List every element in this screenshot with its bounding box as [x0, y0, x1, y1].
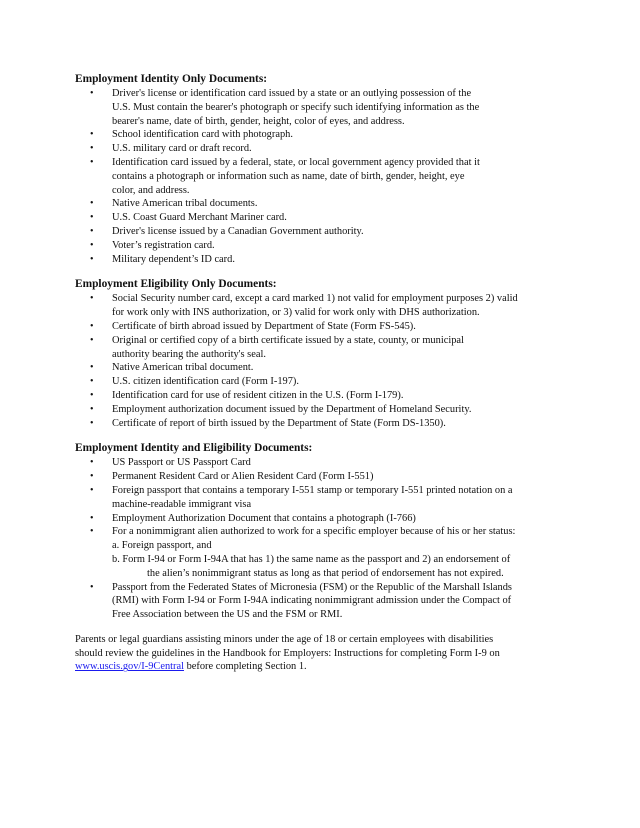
list-item: • U.S. military card or draft record. — [75, 142, 570, 156]
list-item: • For a nonimmigrant alien authorized to work for a specific employer because of his or her status: a. Foreign passport, and b. Form I-94 or Form I-94A that has 1) the same name as the passport and 2) an endorsement of the alien’s nonimmigrant status as long as that period of endorsement has not expired. — [75, 525, 570, 580]
list-item: • Native American tribal documents. — [75, 197, 570, 211]
section-heading: Employment Identity Only Documents: — [75, 73, 268, 85]
section-identity-only — [75, 72, 570, 266]
list-item: • Identification card issued by a federal, state, or local government agency provided that it contains a photograph or information such as name, date of birth, gender, height, eye color, and address. — [75, 156, 570, 197]
list-item: • Passport from the Federated States of Micronesia (FSM) or the Republic of the Marshall Islands (RMI) with Form I-94 or Form I-94A indicating nonimmigrant admission under the Compact of Free Association between the US and the FSM or RMI. — [75, 581, 570, 622]
section-heading: Employment Identity and Eligibility Documents: — [75, 442, 313, 455]
document-page — [75, 72, 570, 674]
uscis-link[interactable]: www.uscis.gov/I-9Central — [75, 661, 184, 673]
document-list — [75, 456, 570, 622]
list-item: • Permanent Resident Card or Alien Resident Card (Form I-551) — [75, 470, 570, 484]
list-item: • Foreign passport that contains a temporary I-551 stamp or temporary I-551 printed notation on a machine-readable immigrant visa — [75, 484, 570, 512]
list-item: • Original or certified copy of a birth certificate issued by a state, county, or municipal authority bearing the authority's seal. — [75, 334, 570, 362]
list-item: • Driver's license or identification card issued by a state or an outlying possession of the U.S. Must contain the bearer's photograph or specify such identifying information as the bearer's name, date of birth, gender, height, color of eyes, and address. — [75, 87, 570, 128]
section-eligibility-only — [75, 277, 570, 430]
list-item: • Voter’s registration card. — [75, 239, 570, 253]
list-item: • Identification card for use of resident citizen in the U.S. (Form I-179). — [75, 389, 570, 403]
list-item: • Social Security number card, except a card marked 1) not valid for employment purposes 2) valid for work only with INS authorization, or 3) valid for work only with DHS authorization. — [75, 292, 570, 320]
section-identity-and-eligibility — [75, 441, 570, 622]
list-item: • U.S. Coast Guard Merchant Mariner card. — [75, 211, 570, 225]
document-list — [75, 292, 570, 430]
list-item: • Native American tribal document. — [75, 361, 570, 375]
section-heading: Employment Eligibility Only Documents: — [75, 278, 277, 291]
list-item: • Driver's license issued by a Canadian Government authority. — [75, 225, 570, 239]
footer-paragraph: Parents or legal guardians assisting minors under the age of 18 or certain employees with disabilities should review the guidelines in the Handbook for Employers: Instructions for completing Form I-9 on www.uscis.gov/I-9Central before completing Section 1. — [75, 633, 500, 673]
list-item: • US Passport or US Passport Card — [75, 456, 570, 470]
list-item: • U.S. citizen identification card (Form I-197). — [75, 375, 570, 389]
document-list — [75, 87, 570, 266]
list-item: • Employment authorization document issued by the Department of Homeland Security. — [75, 403, 570, 417]
list-item: • Employment Authorization Document that contains a photograph (I-766) — [75, 512, 570, 526]
sections-container — [75, 72, 570, 430]
list-item: • Military dependent’s ID card. — [75, 253, 570, 267]
list-item: • Certificate of birth abroad issued by Department of State (Form FS-545). — [75, 320, 570, 334]
list-item: • School identification card with photograph. — [75, 128, 570, 142]
list-item: • Certificate of report of birth issued by the Department of State (Form DS-1350). — [75, 417, 570, 431]
